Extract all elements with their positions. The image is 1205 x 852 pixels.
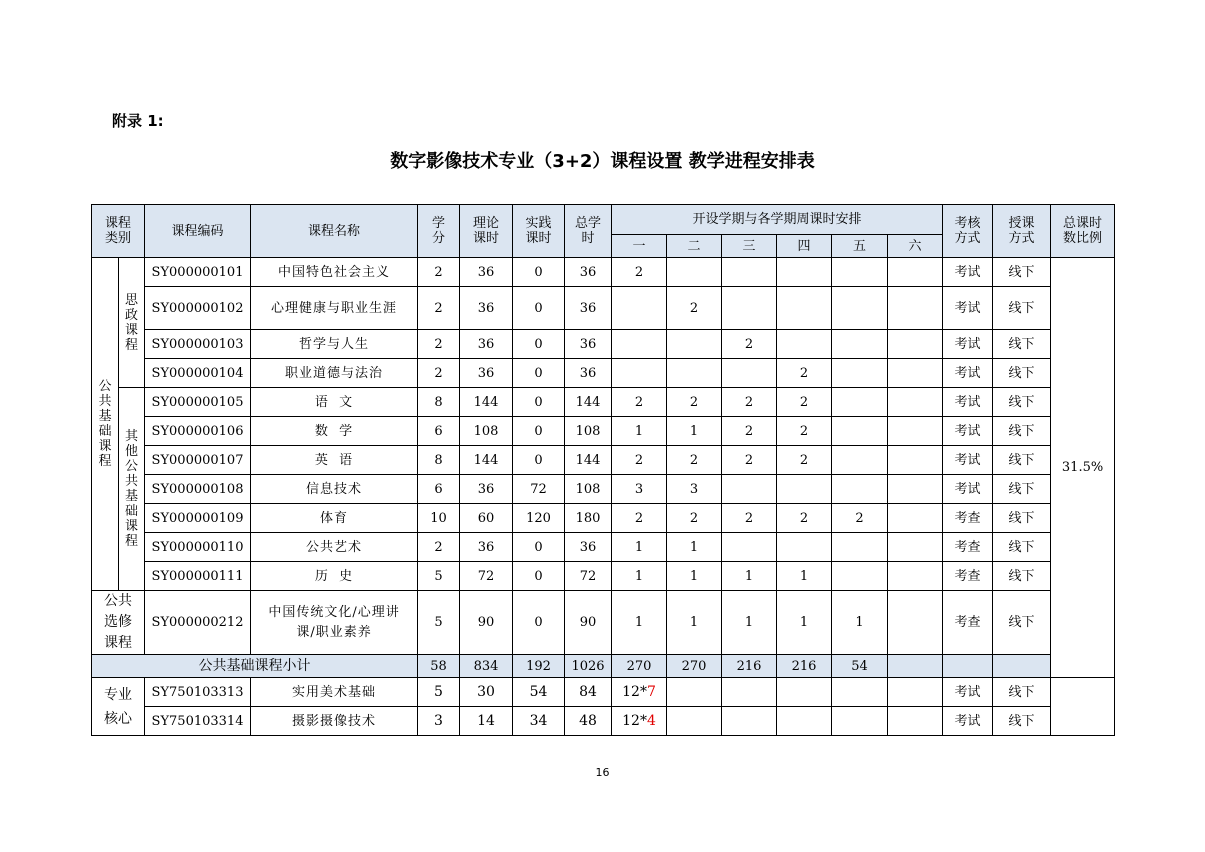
term-cell: 2 xyxy=(667,287,722,330)
term-cell xyxy=(832,287,888,330)
header-term-6: 六 xyxy=(888,235,943,258)
course-code: SY750103314 xyxy=(145,707,251,736)
term-cell xyxy=(888,287,943,330)
term-cell: 2 xyxy=(777,388,832,417)
theory-cell: 144 xyxy=(460,388,513,417)
theory-cell: 14 xyxy=(460,707,513,736)
page-title: 数字影像技术专业（3+2）课程设置 教学进程安排表 xyxy=(390,151,815,172)
subtotal-total: 1026 xyxy=(565,655,612,678)
exam-cell: 考试 xyxy=(943,330,993,359)
credit-cell: 5 xyxy=(418,678,460,707)
term-cell: 3 xyxy=(612,475,667,504)
exam-cell: 考试 xyxy=(943,475,993,504)
subtotal-exam xyxy=(943,655,993,678)
header-total: 总学 时 xyxy=(565,205,612,258)
term-cell xyxy=(612,287,667,330)
term-cell xyxy=(888,417,943,446)
subtotal-term: 270 xyxy=(612,655,667,678)
header-term-4: 四 xyxy=(777,235,832,258)
header-term-3: 三 xyxy=(722,235,777,258)
term-cell xyxy=(832,475,888,504)
teach-cell: 线下 xyxy=(993,417,1051,446)
course-code: SY750103313 xyxy=(145,678,251,707)
term-cell: 2 xyxy=(667,446,722,475)
group-major-core: 专业 核心 xyxy=(92,678,145,736)
term-cell: 1 xyxy=(777,591,832,655)
term-cell xyxy=(888,359,943,388)
practice-cell: 0 xyxy=(513,446,565,475)
page-number: 16 xyxy=(595,766,610,779)
exam-cell: 考查 xyxy=(943,533,993,562)
teach-cell: 线下 xyxy=(993,707,1051,736)
total-cell: 90 xyxy=(565,591,612,655)
term-cell: 1 xyxy=(667,591,722,655)
subtotal-term: 54 xyxy=(832,655,888,678)
term-cell: 1 xyxy=(612,591,667,655)
table-row xyxy=(92,591,1115,655)
course-code: SY000000101 xyxy=(145,258,251,287)
course-code: SY000000104 xyxy=(145,359,251,388)
term-cell xyxy=(612,678,667,707)
header-teach: 授课 方式 xyxy=(993,205,1051,258)
term-cell xyxy=(777,258,832,287)
practice-cell: 0 xyxy=(513,287,565,330)
term-cell xyxy=(667,359,722,388)
table-row xyxy=(92,287,1115,330)
total-cell: 72 xyxy=(565,562,612,591)
practice-cell: 0 xyxy=(513,359,565,388)
term-cell xyxy=(888,678,943,707)
subtotal-practice: 192 xyxy=(513,655,565,678)
term-cell xyxy=(832,562,888,591)
term-cell xyxy=(888,446,943,475)
theory-cell: 36 xyxy=(460,258,513,287)
course-name: 实用美术基础 xyxy=(251,678,418,707)
appendix-label: 附录 1: xyxy=(112,112,164,130)
header-term-2: 二 xyxy=(667,235,722,258)
credit-cell: 8 xyxy=(418,446,460,475)
term-cell xyxy=(722,359,777,388)
header-category: 课程 类别 xyxy=(92,205,145,258)
term-cell xyxy=(777,707,832,736)
teach-cell: 线下 xyxy=(993,388,1051,417)
term-cell xyxy=(888,533,943,562)
term-cell xyxy=(722,678,777,707)
practice-cell: 0 xyxy=(513,591,565,655)
term-cell xyxy=(832,258,888,287)
practice-cell: 0 xyxy=(513,330,565,359)
table-row xyxy=(92,707,1115,736)
subtotal-term: 216 xyxy=(777,655,832,678)
total-cell: 36 xyxy=(565,330,612,359)
subtotal-row xyxy=(92,655,1115,678)
subtotal-label: 公共基础课程小计 xyxy=(92,655,418,678)
credit-cell: 2 xyxy=(418,258,460,287)
group-public-base: 公 共 基 础 课 程 xyxy=(92,258,119,591)
term-weeks: 7 xyxy=(646,683,656,700)
table-row xyxy=(92,330,1115,359)
term-cell: 2 xyxy=(777,446,832,475)
theory-cell: 144 xyxy=(460,446,513,475)
term-cell: 1 xyxy=(612,533,667,562)
course-name: 体育 xyxy=(251,504,418,533)
course-name: 中国传统文化/心理讲课/职业素养 xyxy=(251,591,418,655)
theory-cell: 108 xyxy=(460,417,513,446)
term-cell xyxy=(832,388,888,417)
teach-cell: 线下 xyxy=(993,591,1051,655)
course-code: SY000000107 xyxy=(145,446,251,475)
total-cell: 144 xyxy=(565,388,612,417)
table-row xyxy=(92,533,1115,562)
term-cell: 1 xyxy=(667,533,722,562)
total-cell: 36 xyxy=(565,287,612,330)
term-cell: 1 xyxy=(612,417,667,446)
total-cell: 144 xyxy=(565,446,612,475)
term-cell xyxy=(777,678,832,707)
term-cell: 2 xyxy=(777,417,832,446)
credit-cell: 5 xyxy=(418,591,460,655)
term-cell xyxy=(722,258,777,287)
credit-cell: 3 xyxy=(418,707,460,736)
term-cell: 1 xyxy=(722,591,777,655)
credit-cell: 2 xyxy=(418,287,460,330)
table-row xyxy=(92,475,1115,504)
table-row xyxy=(92,678,1115,707)
course-name: 中国特色社会主义 xyxy=(251,258,418,287)
exam-cell: 考试 xyxy=(943,707,993,736)
header-term-5: 五 xyxy=(832,235,888,258)
term-cell: 2 xyxy=(722,417,777,446)
course-name: 数 学 xyxy=(251,417,418,446)
credit-cell: 6 xyxy=(418,475,460,504)
ratio-public: 31.5% xyxy=(1051,258,1115,678)
total-cell: 108 xyxy=(565,417,612,446)
term-cell xyxy=(832,707,888,736)
total-cell: 84 xyxy=(565,678,612,707)
term-cell xyxy=(888,475,943,504)
term-cell xyxy=(612,359,667,388)
ratio-major xyxy=(1051,678,1115,736)
practice-cell: 34 xyxy=(513,707,565,736)
theory-cell: 72 xyxy=(460,562,513,591)
exam-cell: 考试 xyxy=(943,417,993,446)
term-cell xyxy=(777,330,832,359)
header-name: 课程名称 xyxy=(251,205,418,258)
course-name: 语 文 xyxy=(251,388,418,417)
course-name: 历 史 xyxy=(251,562,418,591)
course-code: SY000000111 xyxy=(145,562,251,591)
course-code: SY000000110 xyxy=(145,533,251,562)
term-cell xyxy=(888,562,943,591)
teach-cell: 线下 xyxy=(993,287,1051,330)
term-cell xyxy=(888,707,943,736)
header-practice: 实践 课时 xyxy=(513,205,565,258)
term-cell: 2 xyxy=(612,504,667,533)
credit-cell: 5 xyxy=(418,562,460,591)
subtotal-term xyxy=(888,655,943,678)
header-schedule: 开设学期与各学期周课时安排 xyxy=(612,205,943,235)
credit-cell: 2 xyxy=(418,533,460,562)
practice-cell: 0 xyxy=(513,562,565,591)
teach-cell: 线下 xyxy=(993,533,1051,562)
term-cell: 2 xyxy=(777,359,832,388)
subtotal-term: 216 xyxy=(722,655,777,678)
course-code: SY000000212 xyxy=(145,591,251,655)
credit-cell: 8 xyxy=(418,388,460,417)
term-cell: 2 xyxy=(667,504,722,533)
subtotal-theory: 834 xyxy=(460,655,513,678)
term-cell: 2 xyxy=(667,388,722,417)
term-cell: 2 xyxy=(722,388,777,417)
term-cell xyxy=(888,330,943,359)
theory-cell: 60 xyxy=(460,504,513,533)
credit-cell: 10 xyxy=(418,504,460,533)
term-cell: 1 xyxy=(667,417,722,446)
table-row xyxy=(92,504,1115,533)
term-cell xyxy=(832,417,888,446)
term-cell xyxy=(832,446,888,475)
term-cell xyxy=(832,359,888,388)
term-cell xyxy=(777,287,832,330)
table-row xyxy=(92,359,1115,388)
group-sizheng: 思 政 课 程 xyxy=(119,258,145,388)
course-name: 职业道德与法治 xyxy=(251,359,418,388)
practice-cell: 72 xyxy=(513,475,565,504)
term-cell xyxy=(888,388,943,417)
term-cell xyxy=(888,504,943,533)
header-theory: 理论 课时 xyxy=(460,205,513,258)
theory-cell: 90 xyxy=(460,591,513,655)
teach-cell: 线下 xyxy=(993,258,1051,287)
header-code: 课程编码 xyxy=(145,205,251,258)
practice-cell: 0 xyxy=(513,388,565,417)
practice-cell: 0 xyxy=(513,533,565,562)
course-code: SY000000106 xyxy=(145,417,251,446)
theory-cell: 30 xyxy=(460,678,513,707)
credit-cell: 6 xyxy=(418,417,460,446)
course-name: 哲学与人生 xyxy=(251,330,418,359)
term-weeks: 4 xyxy=(646,712,656,729)
term-cell: 2 xyxy=(777,504,832,533)
total-cell: 180 xyxy=(565,504,612,533)
term-cell xyxy=(667,678,722,707)
course-code: SY000000105 xyxy=(145,388,251,417)
term-cell xyxy=(612,330,667,359)
theory-cell: 36 xyxy=(460,359,513,388)
term-cell xyxy=(722,475,777,504)
practice-cell: 0 xyxy=(513,258,565,287)
course-name: 心理健康与职业生涯 xyxy=(251,287,418,330)
credit-cell: 2 xyxy=(418,330,460,359)
term-cell xyxy=(832,533,888,562)
term-cell: 1 xyxy=(612,562,667,591)
group-elective: 公共 选修 课程 xyxy=(92,591,145,655)
exam-cell: 考试 xyxy=(943,359,993,388)
header-exam: 考核 方式 xyxy=(943,205,993,258)
total-cell: 36 xyxy=(565,258,612,287)
table-row xyxy=(92,446,1115,475)
header-ratio: 总课时 数比例 xyxy=(1051,205,1115,258)
term-cell: 2 xyxy=(722,446,777,475)
term-cell xyxy=(667,258,722,287)
total-cell: 36 xyxy=(565,533,612,562)
course-name: 摄影摄像技术 xyxy=(251,707,418,736)
exam-cell: 考试 xyxy=(943,287,993,330)
course-name: 公共艺术 xyxy=(251,533,418,562)
term-cell: 1 xyxy=(777,562,832,591)
header-credit: 学 分 xyxy=(418,205,460,258)
teach-cell: 线下 xyxy=(993,475,1051,504)
term-cell: 2 xyxy=(722,330,777,359)
credit-cell: 2 xyxy=(418,359,460,388)
teach-cell: 线下 xyxy=(993,504,1051,533)
term-cell: 1 xyxy=(722,562,777,591)
table-row xyxy=(92,417,1115,446)
exam-cell: 考试 xyxy=(943,388,993,417)
term-cell: 2 xyxy=(612,258,667,287)
theory-cell: 36 xyxy=(460,533,513,562)
exam-cell: 考查 xyxy=(943,504,993,533)
total-cell: 36 xyxy=(565,359,612,388)
exam-cell: 考试 xyxy=(943,446,993,475)
teach-cell: 线下 xyxy=(993,562,1051,591)
course-code: SY000000109 xyxy=(145,504,251,533)
exam-cell: 考查 xyxy=(943,591,993,655)
term-hours: 12* xyxy=(622,683,647,700)
course-schedule-table xyxy=(91,204,1115,736)
teach-cell: 线下 xyxy=(993,446,1051,475)
group-other-public: 其 他 公 共 基 础 课 程 xyxy=(119,388,145,591)
table-row xyxy=(92,258,1115,287)
term-hours: 12* xyxy=(622,712,647,729)
teach-cell: 线下 xyxy=(993,359,1051,388)
term-cell xyxy=(722,707,777,736)
total-cell: 48 xyxy=(565,707,612,736)
subtotal-credit: 58 xyxy=(418,655,460,678)
term-cell: 2 xyxy=(612,446,667,475)
table-row xyxy=(92,388,1115,417)
exam-cell: 考试 xyxy=(943,678,993,707)
term-cell: 2 xyxy=(722,504,777,533)
theory-cell: 36 xyxy=(460,287,513,330)
term-cell: 1 xyxy=(832,591,888,655)
subtotal-term: 270 xyxy=(667,655,722,678)
course-name: 英 语 xyxy=(251,446,418,475)
table-row xyxy=(92,562,1115,591)
term-cell: 1 xyxy=(667,562,722,591)
practice-cell: 120 xyxy=(513,504,565,533)
header-term-1: 一 xyxy=(612,235,667,258)
total-cell: 108 xyxy=(565,475,612,504)
term-cell xyxy=(667,330,722,359)
course-code: SY000000103 xyxy=(145,330,251,359)
practice-cell: 54 xyxy=(513,678,565,707)
exam-cell: 考试 xyxy=(943,258,993,287)
teach-cell: 线下 xyxy=(993,330,1051,359)
term-cell xyxy=(722,533,777,562)
term-cell: 2 xyxy=(832,504,888,533)
course-code: SY000000108 xyxy=(145,475,251,504)
term-cell xyxy=(888,258,943,287)
exam-cell: 考查 xyxy=(943,562,993,591)
theory-cell: 36 xyxy=(460,475,513,504)
term-cell xyxy=(722,287,777,330)
term-cell xyxy=(777,475,832,504)
course-code: SY000000102 xyxy=(145,287,251,330)
theory-cell: 36 xyxy=(460,330,513,359)
practice-cell: 0 xyxy=(513,417,565,446)
term-cell xyxy=(832,678,888,707)
term-cell xyxy=(832,330,888,359)
subtotal-teach xyxy=(993,655,1051,678)
term-cell: 3 xyxy=(667,475,722,504)
course-name: 信息技术 xyxy=(251,475,418,504)
term-cell xyxy=(667,707,722,736)
term-cell xyxy=(888,591,943,655)
teach-cell: 线下 xyxy=(993,678,1051,707)
term-cell: 2 xyxy=(612,388,667,417)
term-cell xyxy=(612,707,667,736)
term-cell xyxy=(777,533,832,562)
